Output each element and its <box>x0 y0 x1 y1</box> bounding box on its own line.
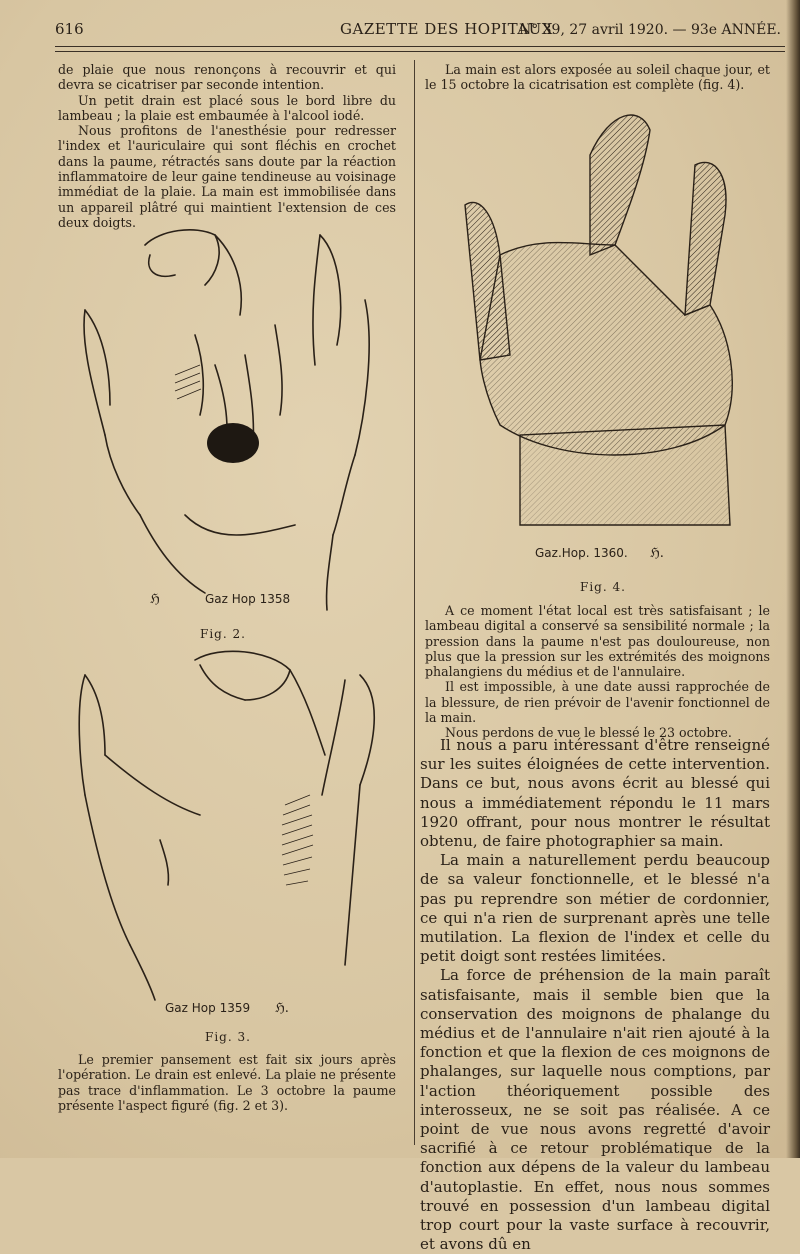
artist-initials: ℌ. <box>650 546 664 561</box>
paragraph: de plaie que nous renonçons à recouvrir et qui devra se cicatriser par seconde intention. <box>58 62 396 93</box>
header-rule-thin <box>55 51 785 52</box>
column-divider <box>414 60 415 1145</box>
journal-title: GAZETTE DES HOPITAUX <box>340 20 553 38</box>
right-column-mid-text <box>425 603 770 741</box>
paragraph: A ce moment l'état local est très satisfaisant ; le lambeau digital a conservé sa sensibilité normale ; la pression dans la paume n'est pas douloureuse, non plus que la pression sur les extrémités des moignons phalangiens du médius et de l'annulaire. <box>425 603 770 680</box>
figure-2-caption: Fig. 2. <box>200 627 246 641</box>
artist-initials: ℌ <box>150 592 160 607</box>
left-column-bottom-text <box>58 1052 396 1113</box>
paragraph: La main a naturellement perdu beaucoup de sa valeur fonctionnelle, et le blessé n'a pas pu reprendre son métier de cordonnier, ce qui n'a rien de surprenant après une telle mutilation. La flexion de l'index et celle du petit doigt sont restées limitées. <box>420 851 770 966</box>
paragraph: Il nous a paru intéressant d'être renseigné sur les suites éloignées de cette intervention. Dans ce but, nous avons écrit au blessé qui nous a immédiatement répondu le 11 mars 1920 offrant, pour nous montrer le résultat obtenu, de faire photographier sa main. <box>420 736 770 851</box>
figure-2-hand-drawing <box>65 215 405 625</box>
paragraph: Nous profitons de l'anesthésie pour redresser l'index et l'auriculaire qui sont fléchis en crochet dans la paume, rétractés sans doute par la réaction inflammatoire de leur gaine tendineuse au voisinage immédiat de la plaie. La main est immobilisée dans un appareil plâtré qui maintient l'extension de ces deux doigts. <box>58 123 396 230</box>
paragraph: La force de préhension de la main paraît satisfaisante, mais il semble bien que la conservation des moignons de phalange du médius et de l'annulaire n'ait rien ajouté à la fonction et que la flexion de ces moignons de phalanges, sur laquelle nous comptions, par l'action théoriquement possible des interosseux, ne se soit pas réalisée. A ce point de vue nous avons regretté d'avoir sacrifié à ce retour problématique de la fonction aux dépens de la valeur du lambeau d'autoplastie. En effet, nous nous sommes trouvé en possession d'un lambeau digital trop court pour la vaste surface à recouvrir, et avons dû en <box>420 966 770 1254</box>
paragraph: Nous perdons de vue le blessé le 23 octobre. <box>445 725 732 741</box>
artist-initials: ℌ. <box>275 1001 289 1015</box>
issue-info: N° 39, 27 avril 1920. — 93e ANNÉE. <box>518 22 781 38</box>
page-number: 616 <box>55 20 84 38</box>
running-header <box>55 20 785 42</box>
paragraph: La main est alors exposée au soleil chaque jour, et le 15 octobre la cicatrisation est complète (fig. 4). <box>425 62 770 93</box>
figure-4-caption: Fig. 4. <box>580 580 626 594</box>
left-column-top-text <box>58 62 396 230</box>
figure-4-label: Gaz.Hop. 1360. <box>535 546 628 560</box>
figure-4-hand-drawing <box>440 105 770 570</box>
paragraph: Il est impossible, à une date aussi rapprochée de la blessure, de rien prévoir de l'avenir fonctionnel de la main. <box>425 679 770 726</box>
right-column-bottom-text <box>420 736 770 1254</box>
figure-3-caption: Fig. 3. <box>205 1030 251 1044</box>
paragraph: Le premier pansement est fait six jours après l'opération. Le drain est enlevé. La plaie ne présente pas trace d'inflammation. Le 3 octobre la paume présente l'aspect figuré (fig. 2 et 3). <box>58 1052 396 1113</box>
header-rule <box>55 46 785 47</box>
figure-3-label: Gaz Hop 1359 <box>165 1001 251 1015</box>
page-edge-shadow <box>786 0 800 1158</box>
right-column-top-text <box>425 62 770 93</box>
figure-3-hand-drawing <box>60 645 405 1015</box>
figure-2-label: Gaz Hop 1358 <box>205 592 291 606</box>
paragraph: Un petit drain est placé sous le bord libre du lambeau ; la plaie est embaumée à l'alcool iodé. <box>58 92 396 123</box>
wound-mark <box>207 423 259 463</box>
